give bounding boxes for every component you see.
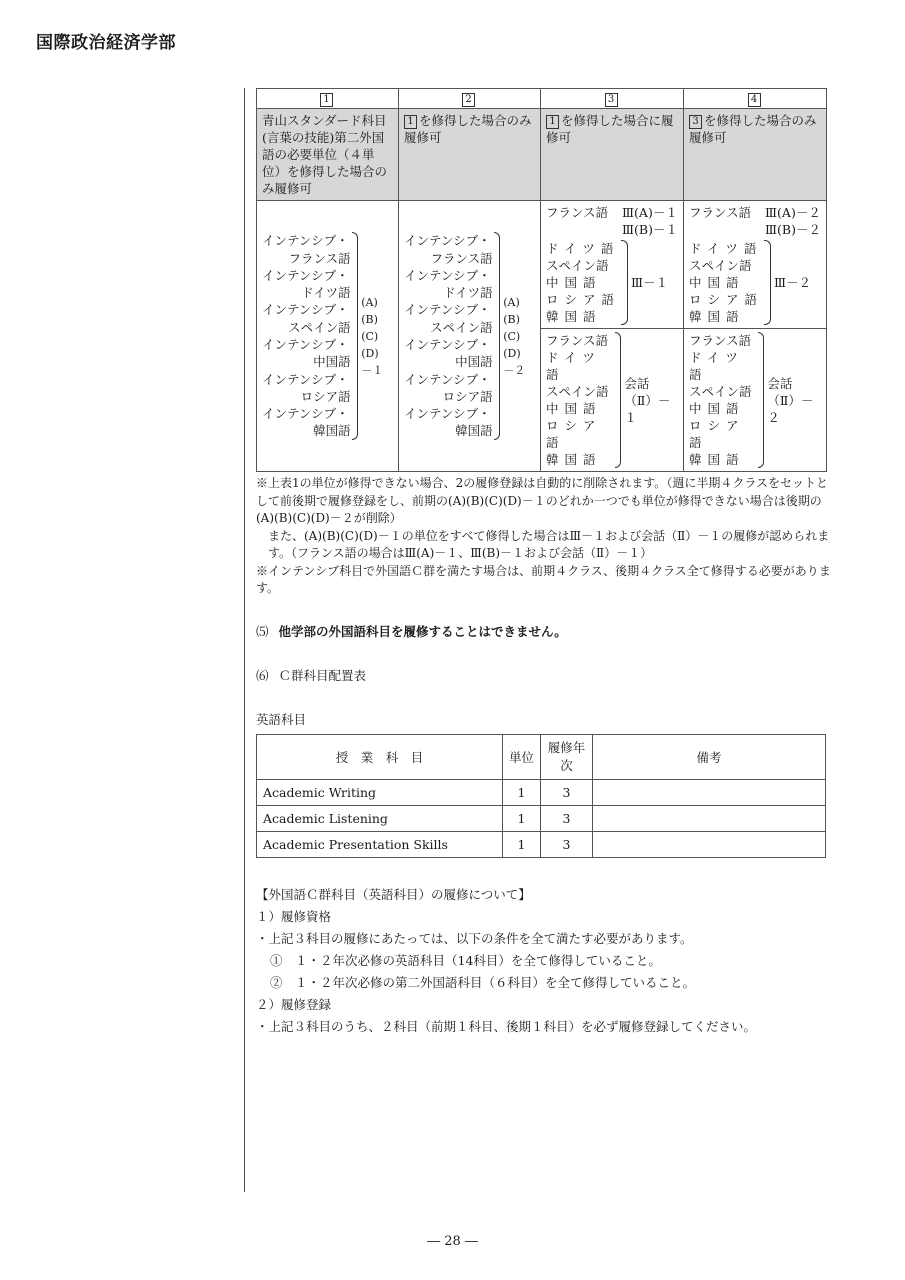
column-number: 2 <box>462 93 475 107</box>
rules-section: 【外国語Ｃ群科目（英語科目）の履修について】 １）履修資格 ・上記３科目の履修にあたっては、以下の条件を全て満たす必要があります。 ① １・２年次必修の英語科目（14科目）を全て修得していること。 ② １・２年次必修の第二外国語科目（６科目）を全て修得していること。 ２）履修登録 ・上記３科目のうち、２科目（前期１科目、後期１科目）を必ず履修登録してください。 <box>256 886 757 1034</box>
section-6: ⑹ Ｃ群科目配置表 <box>256 667 367 683</box>
level3-cell-2: フランス語 Ⅲ(A)－２ Ⅲ(B)－２ ドイツ語 スペイン語 中国語 ロシア語 韓国語 Ⅲ－２ <box>684 201 827 329</box>
table-row: Academic Writing 1 3 <box>257 779 826 805</box>
conversation-cell-2: フランス語 ドイツ語 スペイン語 中国語 ロシア語 韓国語 会話 （Ⅱ）－２ <box>684 329 827 472</box>
note: ※インテンシブ科目で外国語Ｃ群を満たす場合は、前期４クラス、後期４クラス全て修得する必要があります。 <box>256 563 831 595</box>
brace <box>494 232 501 440</box>
conversation-cell-1: フランス語 ドイツ語 スペイン語 中国語 ロシア語 韓国語 会話 （Ⅱ）－１ <box>541 329 684 472</box>
brace <box>615 332 622 468</box>
faculty-header: 国際政治経済学部 <box>36 33 176 53</box>
note: ※上表1の単位が修得できない場合、2の履修登録は自動的に削除されます。（週に半期４クラスをセットとして前後期で履修登録をし、前期の(A)(B)(C)(D)－１のどれか一つでも単位が修得できない場合は後期の(A)(B)(C)(D)－２が削除） <box>256 476 828 525</box>
margin-rule <box>244 88 245 1192</box>
page-number: ― 28 ― <box>427 1234 478 1249</box>
table-header-row: 授 業 科 目 単位 履修年次 備考 <box>257 734 826 779</box>
column-description: 3 を修得した場合のみ履修可 <box>684 109 827 201</box>
course-suffix: (A)(B) (C)(D) －２ <box>503 295 526 377</box>
intensive-cell-2: インテンシブ・ フランス語 インテンシブ・ ドイツ語 インテンシブ・ スペイン語 インテンシブ・ 中国語 インテンシブ・ ロシア語 インテンシブ・ 韓国語 (A)(B) (C)(D) －２ <box>399 201 541 472</box>
section-5: ⑸ 他学部の外国語科目を履修することはできません。 <box>256 623 567 639</box>
column-number: 3 <box>605 93 618 107</box>
column-number: 1 <box>320 93 333 107</box>
note: また、(A)(B)(C)(D)－１の単位をすべて修得した場合はⅢ－１および会話（Ⅱ）－１の履修が認められます。（フランス語の場合はⅢ(A)－１、Ⅲ(B)－１および会話（Ⅱ）－１） <box>268 528 830 560</box>
course-table <box>256 734 826 858</box>
column-description: 1 を修得した場合に履修可 <box>541 109 684 201</box>
brace <box>621 240 628 325</box>
ref-number: 1 <box>546 115 559 129</box>
ref-number: 1 <box>404 115 417 129</box>
brace <box>352 232 359 440</box>
column-description: 1 を修得した場合のみ履修可 <box>399 109 541 201</box>
course-suffix: (A)(B) (C)(D) －１ <box>361 295 384 377</box>
column-number: 4 <box>748 93 761 107</box>
table-row: Academic Presentation Skills 1 3 <box>257 831 826 857</box>
main-content <box>256 88 830 1038</box>
table-row: Academic Listening 1 3 <box>257 805 826 831</box>
prerequisite-table <box>256 88 827 472</box>
table-row <box>257 109 827 201</box>
table-row <box>257 89 827 109</box>
table-notes <box>256 475 834 598</box>
brace <box>764 240 771 325</box>
intensive-cell-1: インテンシブ・ フランス語 インテンシブ・ ドイツ語 インテンシブ・ スペイン語 インテンシブ・ 中国語 インテンシブ・ ロシア語 インテンシブ・ 韓国語 (A)(B) (C)(D) －１ <box>257 201 399 472</box>
level3-cell-1: フランス語 Ⅲ(A)－１ Ⅲ(B)－１ ドイツ語 スペイン語 中国語 ロシア語 韓国語 Ⅲ－１ <box>541 201 684 329</box>
column-description: 青山スタンダード科目(言葉の技能)第二外国語の必要単位（４単位）を修得した場合のみ履修可 <box>257 109 399 201</box>
table-row <box>257 201 827 329</box>
brace <box>758 332 765 468</box>
ref-number: 3 <box>689 115 702 129</box>
english-courses-label: 英語科目 <box>256 711 307 727</box>
